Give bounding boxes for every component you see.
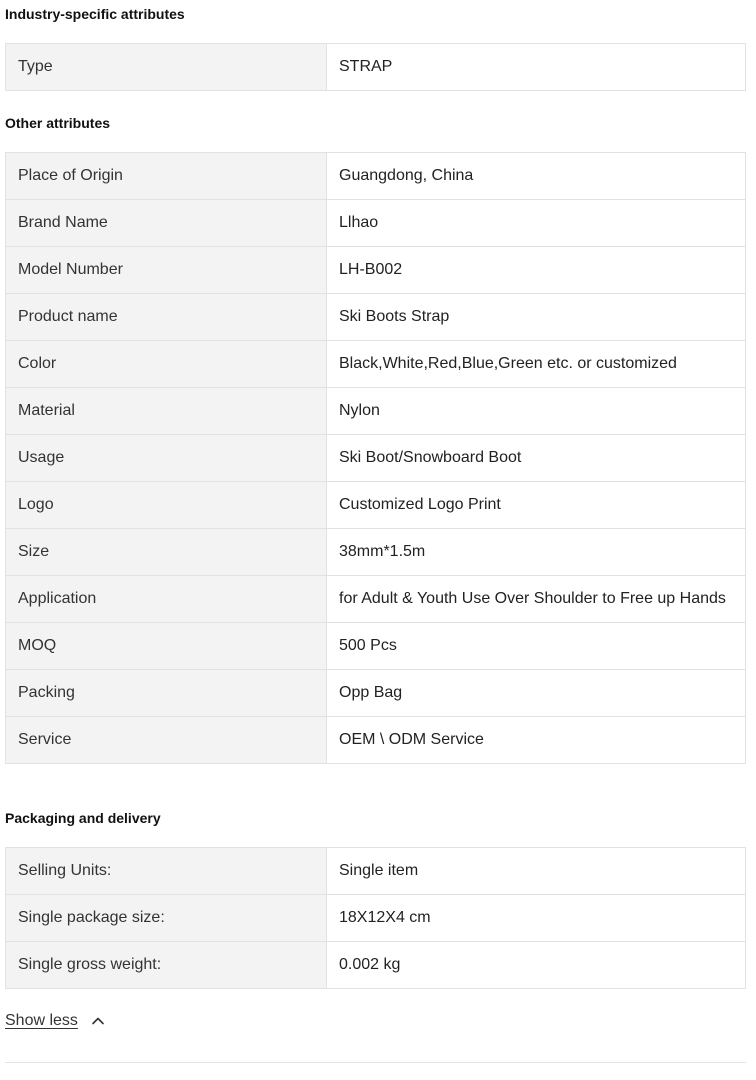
- attr-value: 18X12X4 cm: [327, 895, 746, 942]
- attr-key: Type: [6, 44, 327, 91]
- attr-key: Product name: [6, 294, 327, 341]
- attr-value: Ski Boot/Snowboard Boot: [327, 435, 746, 482]
- attr-key: Usage: [6, 435, 327, 482]
- attr-key: Material: [6, 388, 327, 435]
- table-row: [6, 435, 746, 482]
- attr-value: Customized Logo Print: [327, 482, 746, 529]
- table-row: [6, 895, 746, 942]
- attr-key: Size: [6, 529, 327, 576]
- table-row: [6, 294, 746, 341]
- attr-key: Place of Origin: [6, 153, 327, 200]
- divider: [5, 1062, 746, 1063]
- attr-value: Black,White,Red,Blue,Green etc. or customized: [327, 341, 746, 388]
- attr-key: Single package size:: [6, 895, 327, 942]
- show-less-button[interactable]: [5, 1010, 106, 1032]
- attr-value: Single item: [327, 848, 746, 895]
- attr-key: Service: [6, 717, 327, 764]
- table-row: [6, 717, 746, 764]
- attr-value: for Adult & Youth Use Over Shoulder to Free up Hands: [327, 576, 746, 623]
- attr-key: Packing: [6, 670, 327, 717]
- chevron-up-icon[interactable]: [90, 1013, 106, 1029]
- section-title-other: Other attributes: [5, 115, 111, 131]
- attr-value: 500 Pcs: [327, 623, 746, 670]
- attr-value: Llhao: [327, 200, 746, 247]
- attr-value: LH-B002: [327, 247, 746, 294]
- attr-value: 0.002 kg: [327, 942, 746, 989]
- section-title-packaging: Packaging and delivery: [5, 810, 161, 826]
- table-row: [6, 670, 746, 717]
- table-row: [6, 247, 746, 294]
- attr-value: STRAP: [327, 44, 746, 91]
- attr-key: Model Number: [6, 247, 327, 294]
- table-row: [6, 942, 746, 989]
- table-row: [6, 623, 746, 670]
- attr-key: Color: [6, 341, 327, 388]
- attr-key: Selling Units:: [6, 848, 327, 895]
- attr-key: Single gross weight:: [6, 942, 327, 989]
- packaging-table: [5, 847, 746, 989]
- attr-value: Ski Boots Strap: [327, 294, 746, 341]
- industry-attributes-table: [5, 43, 746, 91]
- attr-key: MOQ: [6, 623, 327, 670]
- other-attributes-table: [5, 152, 746, 764]
- attr-value: Nylon: [327, 388, 746, 435]
- attr-value: OEM \ ODM Service: [327, 717, 746, 764]
- attr-key: Brand Name: [6, 200, 327, 247]
- attr-value: Guangdong, China: [327, 153, 746, 200]
- section-title-industry: Industry-specific attributes: [5, 6, 185, 22]
- table-row: [6, 388, 746, 435]
- attr-value: Opp Bag: [327, 670, 746, 717]
- table-row: [6, 576, 746, 623]
- table-row: [6, 200, 746, 247]
- attr-key: Logo: [6, 482, 327, 529]
- show-less-label[interactable]: Show less: [5, 1012, 78, 1029]
- table-row: [6, 153, 746, 200]
- attr-value: 38mm*1.5m: [327, 529, 746, 576]
- table-row: [6, 482, 746, 529]
- table-row: [6, 341, 746, 388]
- table-row: [6, 44, 746, 91]
- table-row: [6, 529, 746, 576]
- table-row: [6, 848, 746, 895]
- attr-key: Application: [6, 576, 327, 623]
